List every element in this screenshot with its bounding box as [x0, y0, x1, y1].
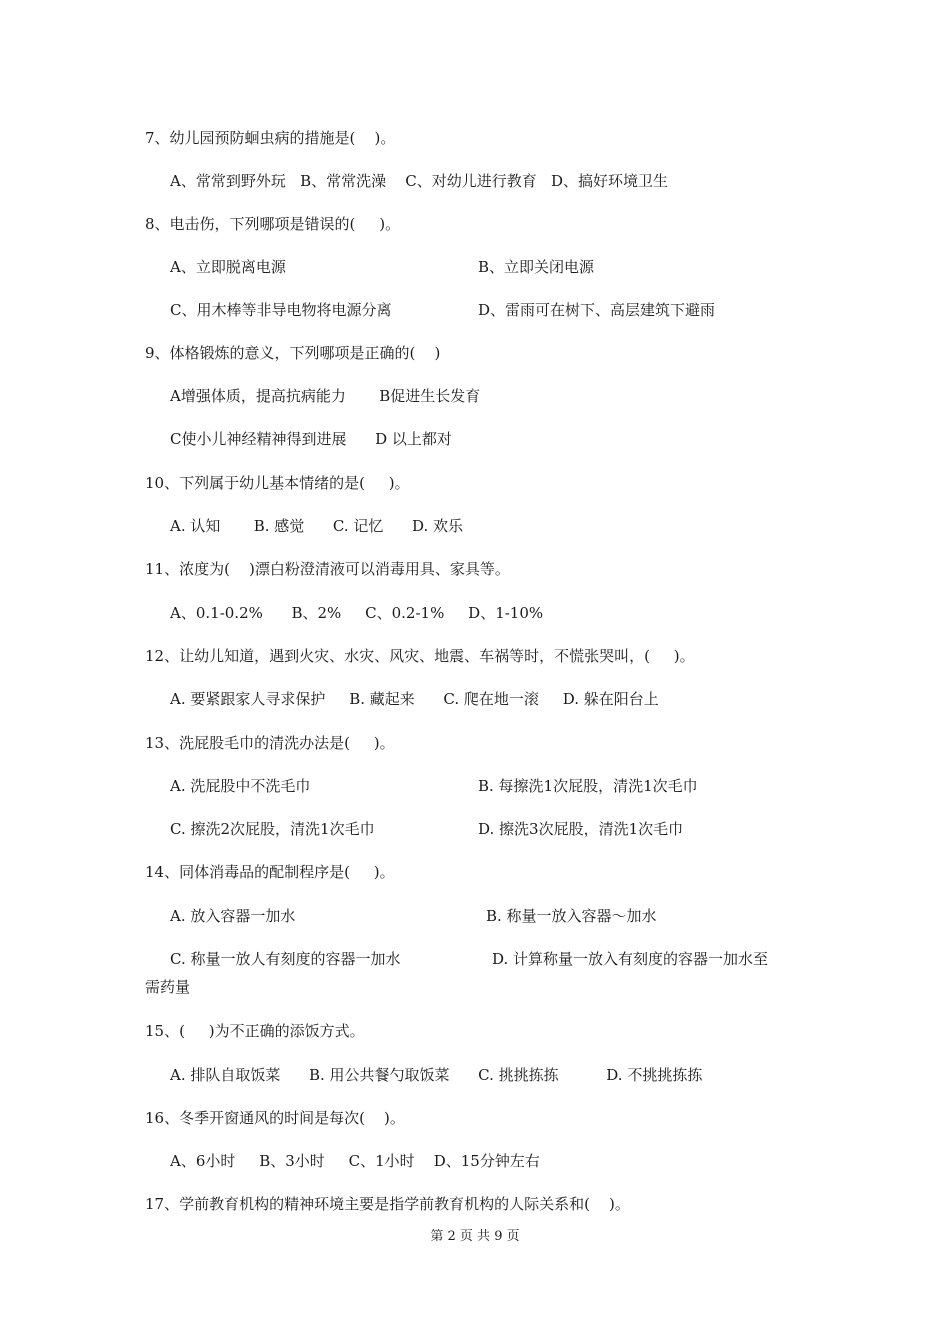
question-16-options: A、6小时 B、3小时 C、1小时 D、15分钟左右 — [170, 1152, 540, 1170]
question-16-stem: 16、冬季开窗通风的时间是每次( )。 — [145, 1109, 405, 1127]
question-8-option-a: A、立即脱离电源 — [170, 258, 286, 276]
question-9-options-row2: C使小儿神经精神得到进展 D 以上都对 — [170, 430, 452, 448]
question-13-option-a: A. 洗屁股中不洗毛巾 — [170, 777, 311, 795]
question-14-option-a: A. 放入容器一加水 — [170, 907, 296, 925]
question-14-option-d: D. 计算称量一放入有刻度的容器一加水至 — [492, 950, 769, 968]
question-8-option-b: B、立即关闭电源 — [478, 258, 595, 276]
question-14-option-d-wrap: 需药量 — [145, 978, 191, 996]
question-12-stem: 12、让幼儿知道，遇到火灾、水灾、风灾、地震、车祸等时，不慌张哭叫，( )。 — [145, 647, 695, 665]
question-13-option-b: B. 每擦洗1次屁股，清洗1次毛巾 — [478, 777, 698, 795]
question-9-stem: 9、体格锻炼的意义，下列哪项是正确的( ) — [145, 344, 441, 362]
question-8-option-c: C、用木棒等非导电物将电源分离 — [170, 301, 392, 319]
question-10-stem: 10、下列属于幼儿基本情绪的是( )。 — [145, 474, 410, 492]
page-number-footer: 第 2 页 共 9 页 — [430, 1229, 520, 1244]
question-8-option-d: D、雷雨可在树下、高层建筑下避雨 — [478, 301, 716, 319]
question-13-stem: 13、洗屁股毛巾的清洗办法是( )。 — [145, 734, 395, 752]
question-10-options: A. 认知 B. 感觉 C. 记忆 D. 欢乐 — [170, 517, 464, 535]
question-8-stem: 8、电击伤，下列哪项是错误的( )。 — [145, 215, 401, 233]
question-12-options: A. 要紧跟家人寻求保护 B. 藏起来 C. 爬在地一滚 D. 躲在阳台上 — [170, 690, 659, 708]
question-15-options: A. 排队自取饭菜 B. 用公共餐勺取饭菜 C. 挑挑拣拣 D. 不挑挑拣拣 — [170, 1066, 703, 1084]
question-15-stem: 15、( )为不正确的添饭方式。 — [145, 1022, 365, 1040]
question-7-stem: 7、幼儿园预防蛔虫病的措施是( )。 — [145, 129, 396, 147]
question-17-stem: 17、学前教育机构的精神环境主要是指学前教育机构的人际关系和( )。 — [145, 1195, 630, 1213]
question-14-stem: 14、同体消毒品的配制程序是( )。 — [145, 863, 395, 881]
question-11-options: A、0.1-0.2% B、2% C、0.2-1% D、1-10% — [170, 604, 544, 622]
question-13-option-d: D. 擦洗3次屁股，清洗1次毛巾 — [478, 820, 684, 838]
question-13-option-c: C. 擦洗2次屁股，清洗1次毛巾 — [170, 820, 375, 838]
question-14-option-c: C. 称量一放人有刻度的容器一加水 — [170, 950, 401, 968]
question-9-options-row1: A增强体质，提高抗病能力 B促进生长发育 — [170, 387, 481, 405]
question-7-options: A、常常到野外玩 B、常常洗澡 C、对幼儿进行教育 D、搞好环境卫生 — [170, 172, 669, 190]
question-11-stem: 11、浓度为( )漂白粉澄清液可以消毒用具、家具等。 — [145, 560, 510, 578]
question-14-option-b: B. 称量一放入容器～加水 — [486, 907, 657, 925]
